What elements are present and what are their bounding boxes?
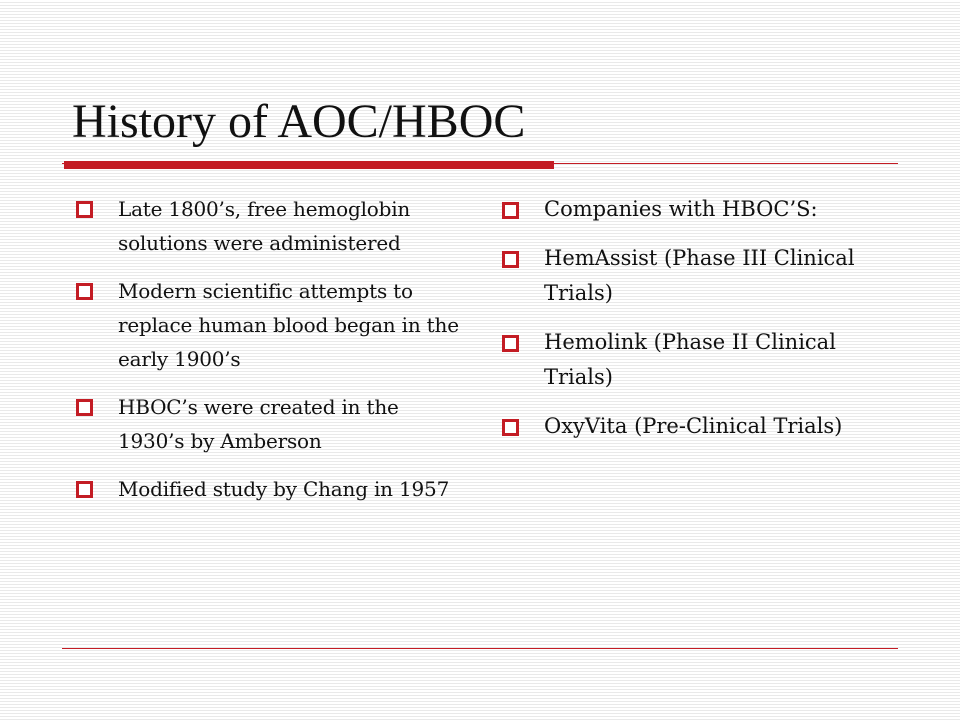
slide-title: History of AOC/HBOC	[72, 95, 526, 148]
square-bullet-icon	[76, 201, 93, 218]
square-bullet-icon	[502, 202, 519, 219]
list-item	[500, 325, 900, 395]
square-bullet-icon	[502, 419, 519, 436]
square-bullet-icon	[502, 335, 519, 352]
bullet-text: Modern scientific attempts to replace human blood began in the early 1900’s	[118, 279, 459, 371]
left-bullet-list	[74, 192, 464, 520]
list-item	[500, 241, 900, 311]
square-bullet-icon	[76, 399, 93, 416]
bullet-text: Modified study by Chang in 1957	[118, 477, 450, 501]
list-item	[500, 409, 900, 444]
bullet-text: HBOC’s were created in the 1930’s by Amberson	[118, 395, 399, 453]
list-item	[74, 390, 464, 458]
square-bullet-icon	[76, 481, 93, 498]
list-item	[74, 472, 464, 506]
list-item	[74, 274, 464, 376]
right-bullet-list	[500, 192, 900, 458]
square-bullet-icon	[76, 283, 93, 300]
list-item	[74, 192, 464, 260]
bullet-text: HemAssist (Phase III Clinical Trials)	[544, 246, 855, 305]
bullet-text: OxyVita (Pre-Clinical Trials)	[544, 414, 843, 438]
bullet-text: Late 1800’s, free hemoglobin solutions were administered	[118, 197, 411, 255]
footer-rule	[62, 648, 898, 649]
square-bullet-icon	[502, 251, 519, 268]
title-underline-thick	[64, 161, 554, 169]
bullet-text: Companies with HBOC’S:	[544, 197, 818, 221]
bullet-text: Hemolink (Phase II Clinical Trials)	[544, 330, 836, 389]
list-item	[500, 192, 900, 227]
